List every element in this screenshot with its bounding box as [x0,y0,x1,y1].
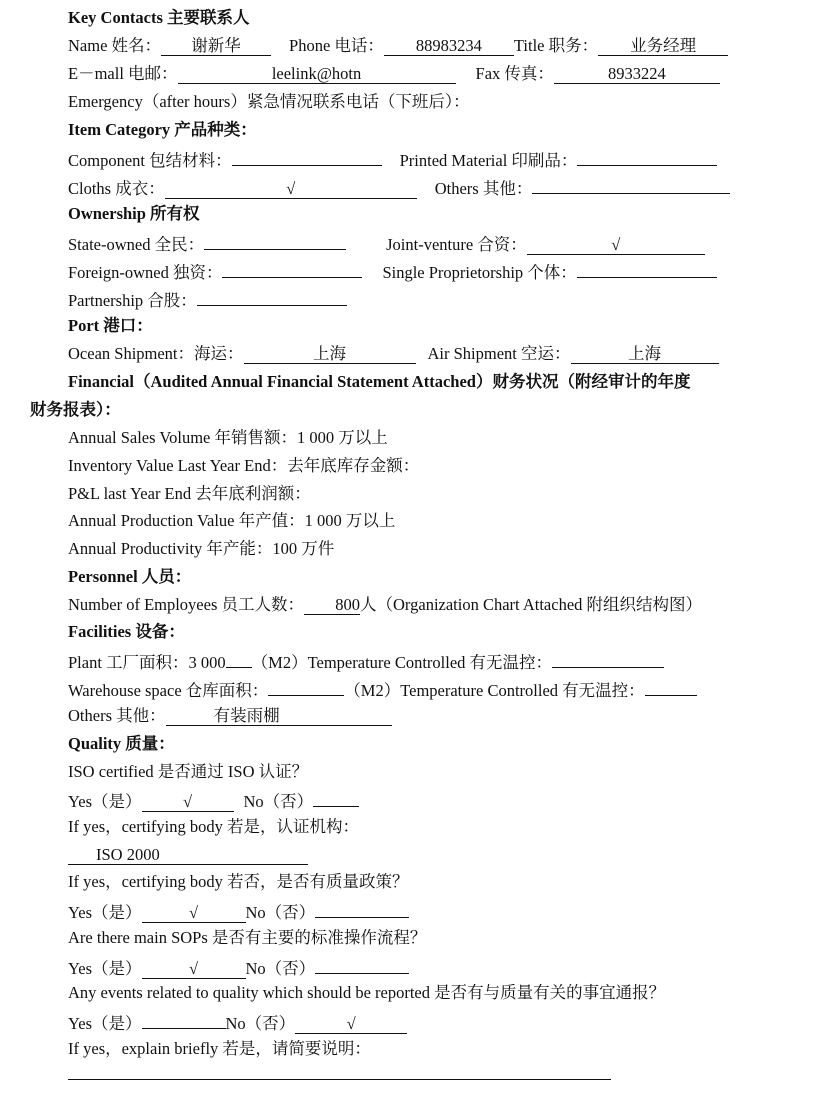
fax-label: Fax 传真： [475,64,554,83]
iso-yes-label: Yes（是） [68,792,142,811]
pl-last-year: P&L last Year End 去年底利润额： [68,484,311,503]
phone-label: Phone 电话： [289,36,384,55]
facilities-others-row [68,704,392,728]
sop-no-field[interactable] [315,954,409,974]
sop-yes-label: Yes（是） [68,959,142,978]
annual-sales: Annual Sales Volume 年销售额：1 000 万以上 [68,428,388,447]
partnership-label: Partnership 合股： [68,291,197,310]
name-label: Name 姓名： [68,36,162,55]
name-phone-title-row [68,34,728,58]
iso-yes-field[interactable]: √ [142,792,234,812]
events-no-label: No（否） [225,1014,296,1033]
employees-field[interactable]: 800 [304,595,360,615]
joint-venture-label: Joint-venture 合资： [386,235,527,254]
component-printed-row [68,146,717,170]
certifying-body-field[interactable] [68,845,308,865]
sop-answer-row [68,954,409,978]
employees-label: Number of Employees 员工人数： [68,595,305,614]
iso-no-label: No（否） [243,792,314,811]
single-proprietorship-label: Single Proprietorship 个体： [382,263,577,282]
cloths-others-row [68,174,730,198]
plant-area-field[interactable] [226,648,252,668]
foreign-owned-label: Foreign-owned 独资： [68,263,223,282]
events-no-field[interactable]: √ [295,1014,407,1034]
certifying-body-question: If yes，certifying body 若是，认证机构： [68,817,359,836]
iso-answer-row [68,787,359,811]
facilities-others-field[interactable] [166,706,392,726]
explain-question: If yes，explain briefly 若是，请简要说明： [68,1039,371,1058]
facilities-others-label: Others 其他： [68,706,166,725]
phone-field[interactable]: 88983234 [384,36,514,56]
fax-field[interactable]: 8933224 [554,64,720,84]
warehouse-area-field[interactable] [268,676,344,696]
name-field[interactable]: 谢新华 [161,36,271,56]
certifying-body-row [68,843,308,867]
events-yes-field[interactable] [142,1009,226,1029]
iso-no-field[interactable] [313,787,359,807]
plant-row [68,648,664,672]
employees-row [68,593,702,617]
employees-suffix: 人（Organization Chart Attached 附组织结构图） [360,595,703,614]
policy-yes-field[interactable]: √ [142,903,246,923]
email-label: E－mall 电邮： [68,64,178,83]
cloths-label: Cloths 成衣： [68,179,165,198]
item-category-heading: Item Category 产品种类： [68,120,257,139]
financial-heading: Financial（Audited Annual Financial Statement Attached）财务状况（附经审计的年度 [68,372,691,391]
facilities-others-value: 有装雨棚 [213,706,280,725]
events-question: Any events related to quality which should be reported 是否有与质量有关的事宜通报？ [68,983,666,1002]
email-fax-row [68,62,720,86]
key-contacts-heading: Key Contacts 主要联系人 [68,8,250,27]
inventory-value: Inventory Value Last Year End：去年底库存金额： [68,456,420,475]
iso-question: ISO certified 是否通过 ISO 认证？ [68,762,309,781]
foreign-owned-field[interactable] [222,258,362,278]
shipment-row [68,342,719,366]
ocean-shipment-field[interactable]: 上海 [244,344,416,364]
certifying-body-value: ISO 2000 [96,845,160,864]
facilities-heading: Facilities 设备： [68,622,185,641]
title-field[interactable]: 业务经理 [598,36,728,56]
plant-label: Plant 工厂面积：3 000 [68,653,226,672]
explain-answer-line[interactable] [68,1079,611,1080]
ocean-shipment-label: Ocean Shipment：海运： [68,344,244,363]
quality-heading: Quality 质量： [68,734,175,753]
printed-label: Printed Material 印刷品： [399,151,578,170]
state-owned-field[interactable] [204,230,346,250]
sop-question: Are there main SOPs 是否有主要的标准操作流程？ [68,928,427,947]
partnership-field[interactable] [197,286,347,306]
cloths-field[interactable]: √ [165,179,417,199]
state-owned-label: State-owned 全民： [68,235,205,254]
email-field[interactable]: leelink@hotn [178,64,456,84]
annual-production-value: Annual Production Value 年产值：1 000 万以上 [68,511,396,530]
others-label: Others 其他： [434,179,533,198]
air-shipment-label: Air Shipment 空运： [427,344,571,363]
others-field[interactable] [532,174,730,194]
plant-temp-field[interactable] [552,648,664,668]
personnel-heading: Personnel 人员： [68,567,192,586]
single-proprietorship-field[interactable] [577,258,717,278]
policy-no-label: No（否） [245,903,316,922]
quality-policy-question: If yes，certifying body 若否，是否有质量政策？ [68,872,409,891]
financial-heading-cont: 财务报表）： [30,400,121,419]
policy-answer-row [68,898,409,922]
component-label: Component 包结材料： [68,151,232,170]
plant-temp-label: （M2）Temperature Controlled 有无温控： [251,653,553,672]
warehouse-temp-label: （M2）Temperature Controlled 有无温控： [344,681,645,700]
partnership-row [68,286,347,310]
emergency-label: Emergency（after hours）紧急情况联系电话（下班后）： [68,92,470,111]
air-shipment-field[interactable]: 上海 [571,344,719,364]
printed-field[interactable] [577,146,717,166]
ownership-heading: Ownership 所有权 [68,204,200,223]
warehouse-label: Warehouse space 仓库面积： [68,681,269,700]
annual-productivity: Annual Productivity 年产能：100 万件 [68,539,335,558]
port-heading: Port 港口： [68,316,153,335]
title-label: Title 职务： [513,36,599,55]
foreign-single-row [68,258,717,282]
warehouse-temp-field[interactable] [645,676,697,696]
events-answer-row [68,1009,407,1033]
policy-yes-label: Yes（是） [68,903,142,922]
state-joint-row [68,230,705,254]
component-field[interactable] [232,146,382,166]
events-yes-label: Yes（是） [68,1014,142,1033]
sop-yes-field[interactable]: √ [142,959,246,979]
joint-venture-field[interactable]: √ [527,235,705,255]
warehouse-row [68,676,697,700]
policy-no-field[interactable] [315,898,409,918]
sop-no-label: No（否） [245,959,316,978]
